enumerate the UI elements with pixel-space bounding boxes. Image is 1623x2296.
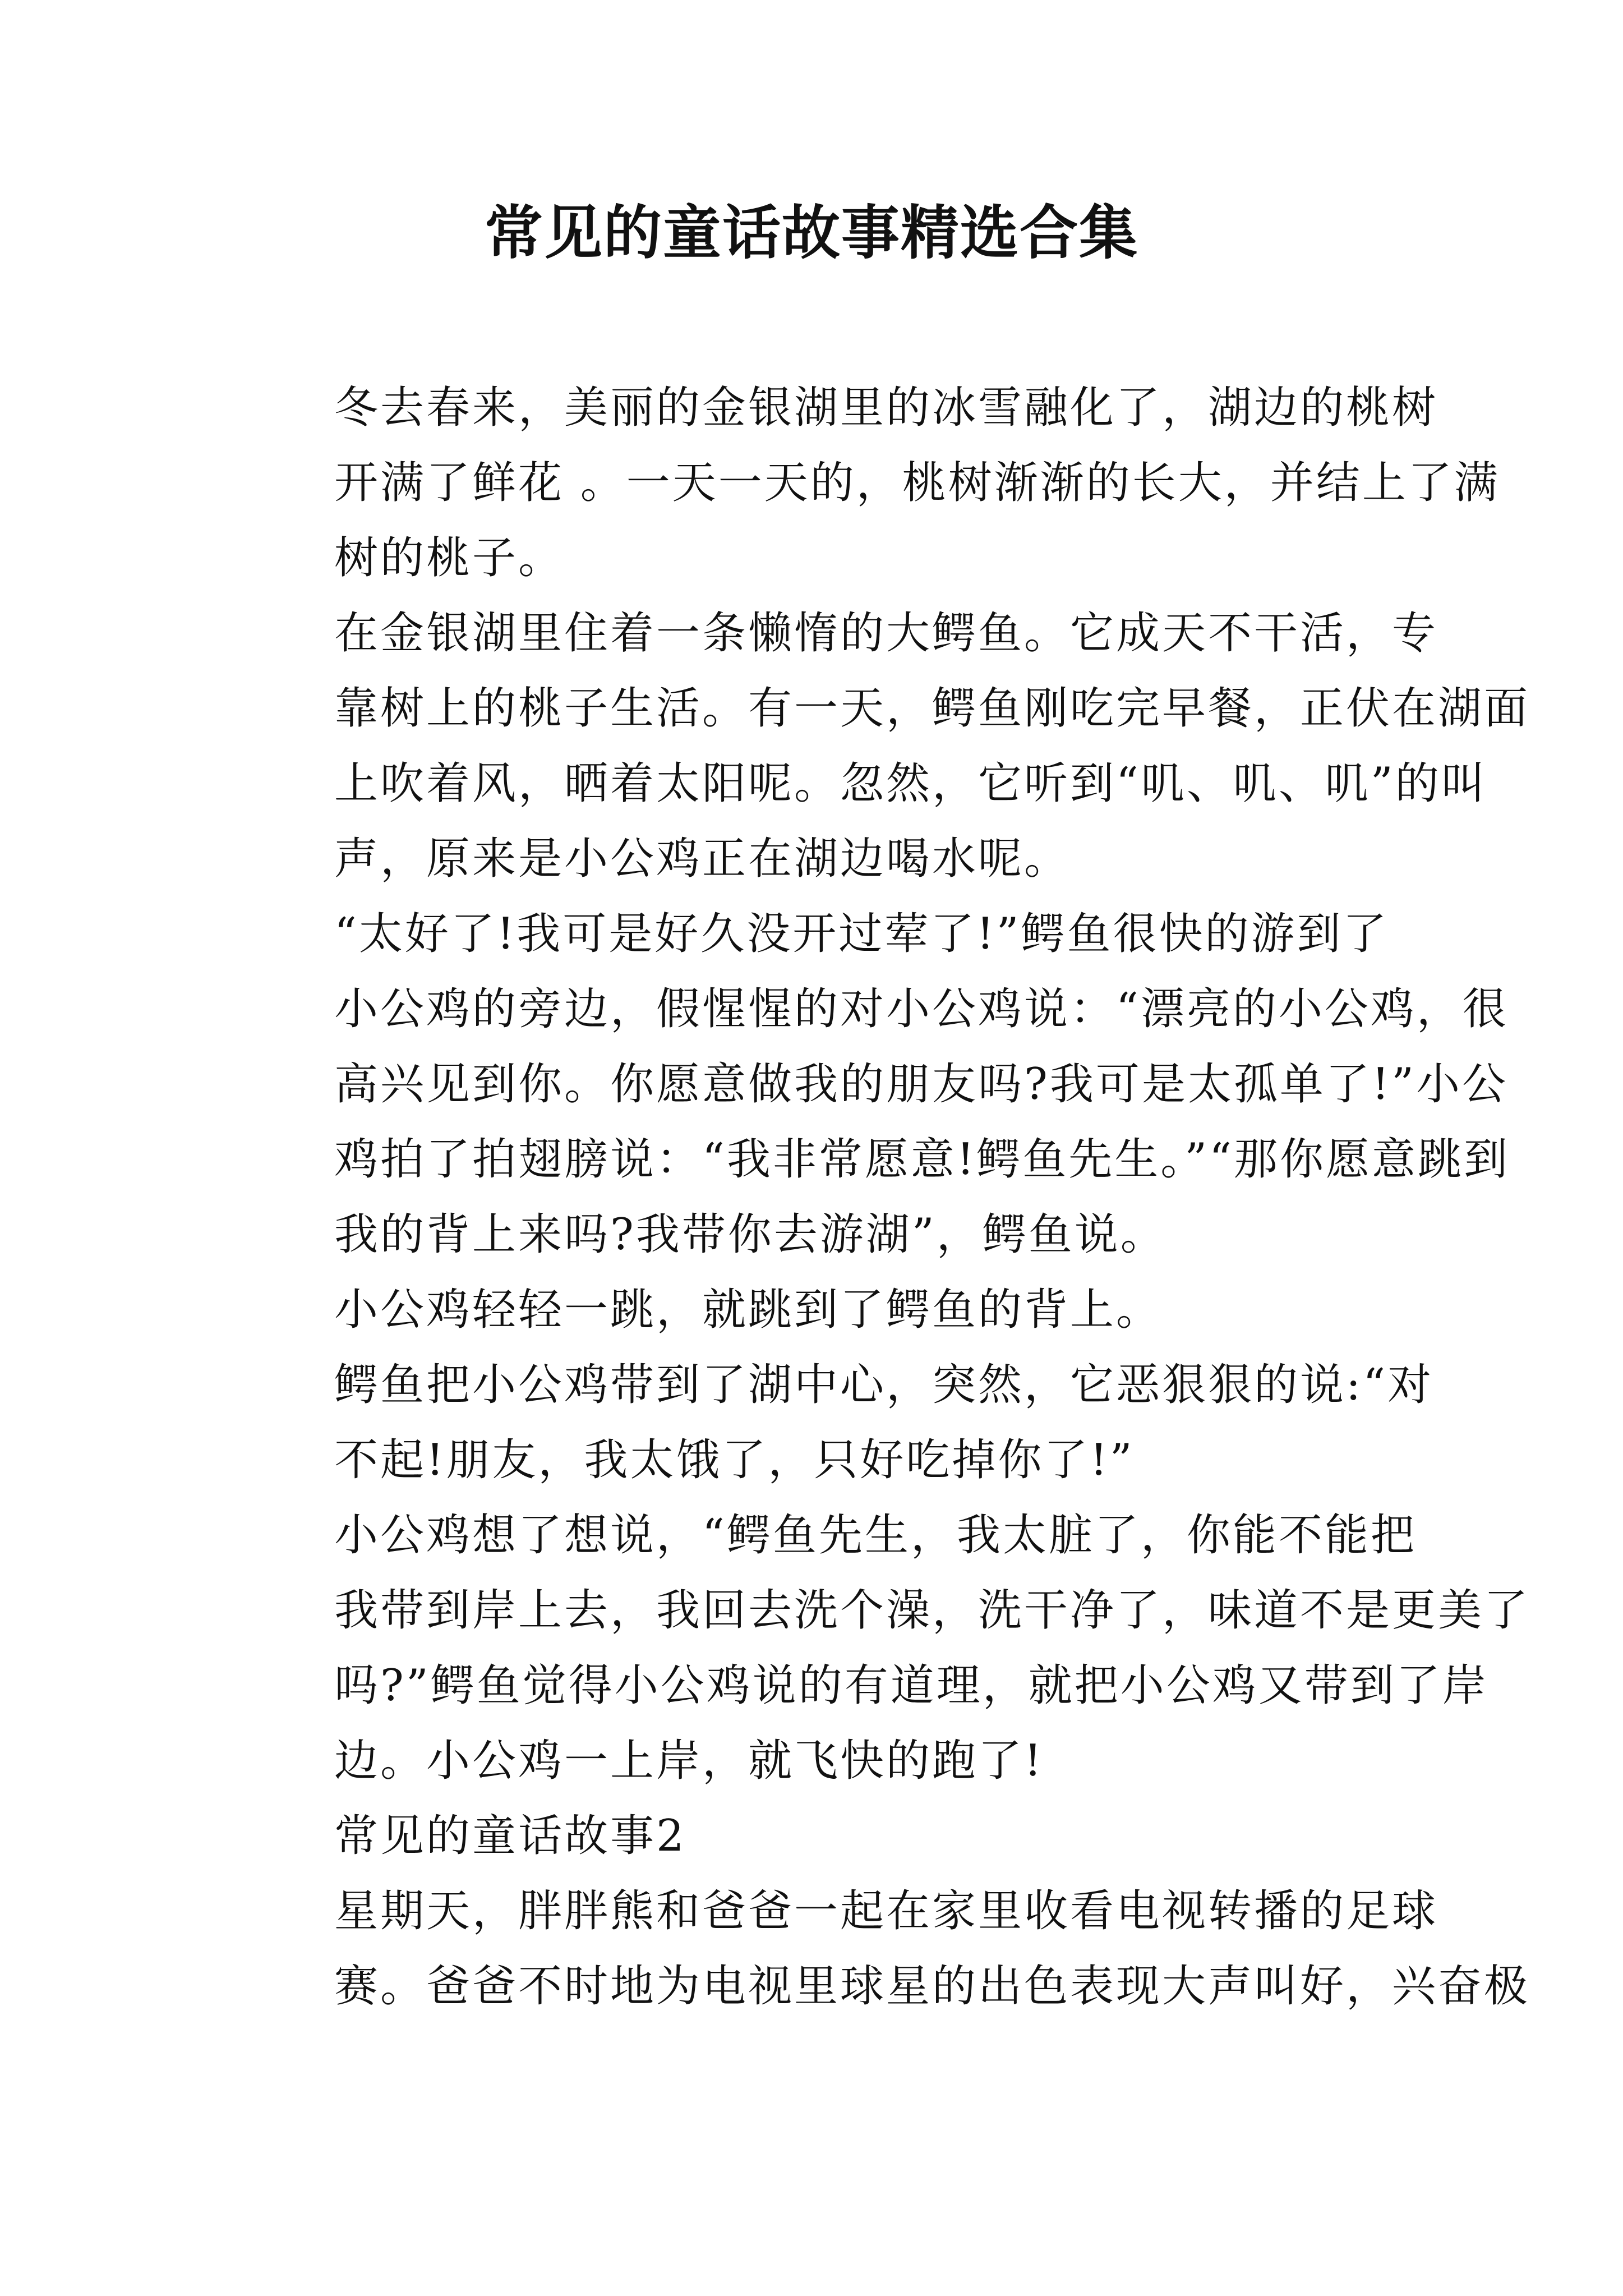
text-line: 小公鸡的旁边，假惺惺的对小公鸡说：“漂亮的小公鸡，很 <box>334 984 1509 1034</box>
section-heading-story-2 <box>247 1798 1380 1874</box>
text-line: 小公鸡想了想说，“鳄鱼先生，我太脏了，你能不能把 <box>334 1510 1417 1561</box>
paragraph-5 <box>247 1347 1434 1498</box>
text-line: 上吹着风，晒着太阳呢。忽然，它听到“叽、叽、叽”的叫 <box>334 758 1487 809</box>
paragraph-7 <box>247 1874 1530 2024</box>
text-line: 小公鸡轻轻一跳，就跳到了鳄鱼的背上。 <box>334 1285 1163 1335</box>
paragraph-4 <box>247 1272 1380 1347</box>
paragraph-6 <box>247 1498 1530 1798</box>
paragraph-1 <box>247 370 1500 596</box>
text-line: 星期天，胖胖熊和爸爸一起在家里收看电视转播的足球 <box>334 1886 1438 1936</box>
text-line: 靠树上的桃子生活。有一天，鳄鱼刚吃完早餐，正伏在湖面 <box>334 683 1530 734</box>
text-line: 常见的童话故事2 <box>334 1811 686 1861</box>
text-line: 边。小公鸡一上岸，就飞快的跑了! <box>334 1736 1044 1786</box>
text-line: “太好了!我可是好久没开过荤了!”鳄鱼很快的游到了 <box>334 909 1389 959</box>
text-line: 我的背上来吗?我带你去游湖”，鳄鱼说。 <box>334 1209 1166 1260</box>
text-line: 冬去春来，美丽的金银湖里的冰雪融化了，湖边的桃树 <box>334 383 1438 433</box>
text-line: 吗?”鳄鱼觉得小公鸡说的有道理，就把小公鸡又带到了岸 <box>334 1660 1488 1711</box>
text-line: 高兴见到你。你愿意做我的朋友吗?我可是太孤单了!”小公 <box>334 1059 1509 1110</box>
text-line: 赛。爸爸不时地为电视里球星的出色表现大声叫好，兴奋极 <box>334 1961 1530 2012</box>
document-body <box>247 370 1530 2024</box>
text-line: 在金银湖里住着一条懒惰的大鳄鱼。它成天不干活，专 <box>334 608 1438 659</box>
paragraph-3 <box>247 896 1510 1272</box>
text-line: 开满了鲜花 。一天一天的，桃树渐渐的长大，并结上了满 <box>334 458 1500 508</box>
text-line: 鸡拍了拍翅膀说：“我非常愿意!鳄鱼先生。”“那你愿意跳到 <box>334 1134 1510 1185</box>
text-line: 声，原来是小公鸡正在湖边喝水呢。 <box>334 834 1071 884</box>
text-line: 鳄鱼把小公鸡带到了湖中心，突然，它恶狠狠的说:“对 <box>334 1360 1434 1410</box>
text-line: 我带到岸上去，我回去洗个澡，洗干净了，味道不是更美了 <box>334 1585 1530 1636</box>
paragraph-2 <box>247 596 1530 896</box>
document-title: 常见的童话故事精选合集 <box>484 198 1138 267</box>
text-line: 不起!朋友，我太饿了，只好吃掉你了!” <box>334 1435 1135 1485</box>
text-line: 树的桃子。 <box>334 533 565 583</box>
